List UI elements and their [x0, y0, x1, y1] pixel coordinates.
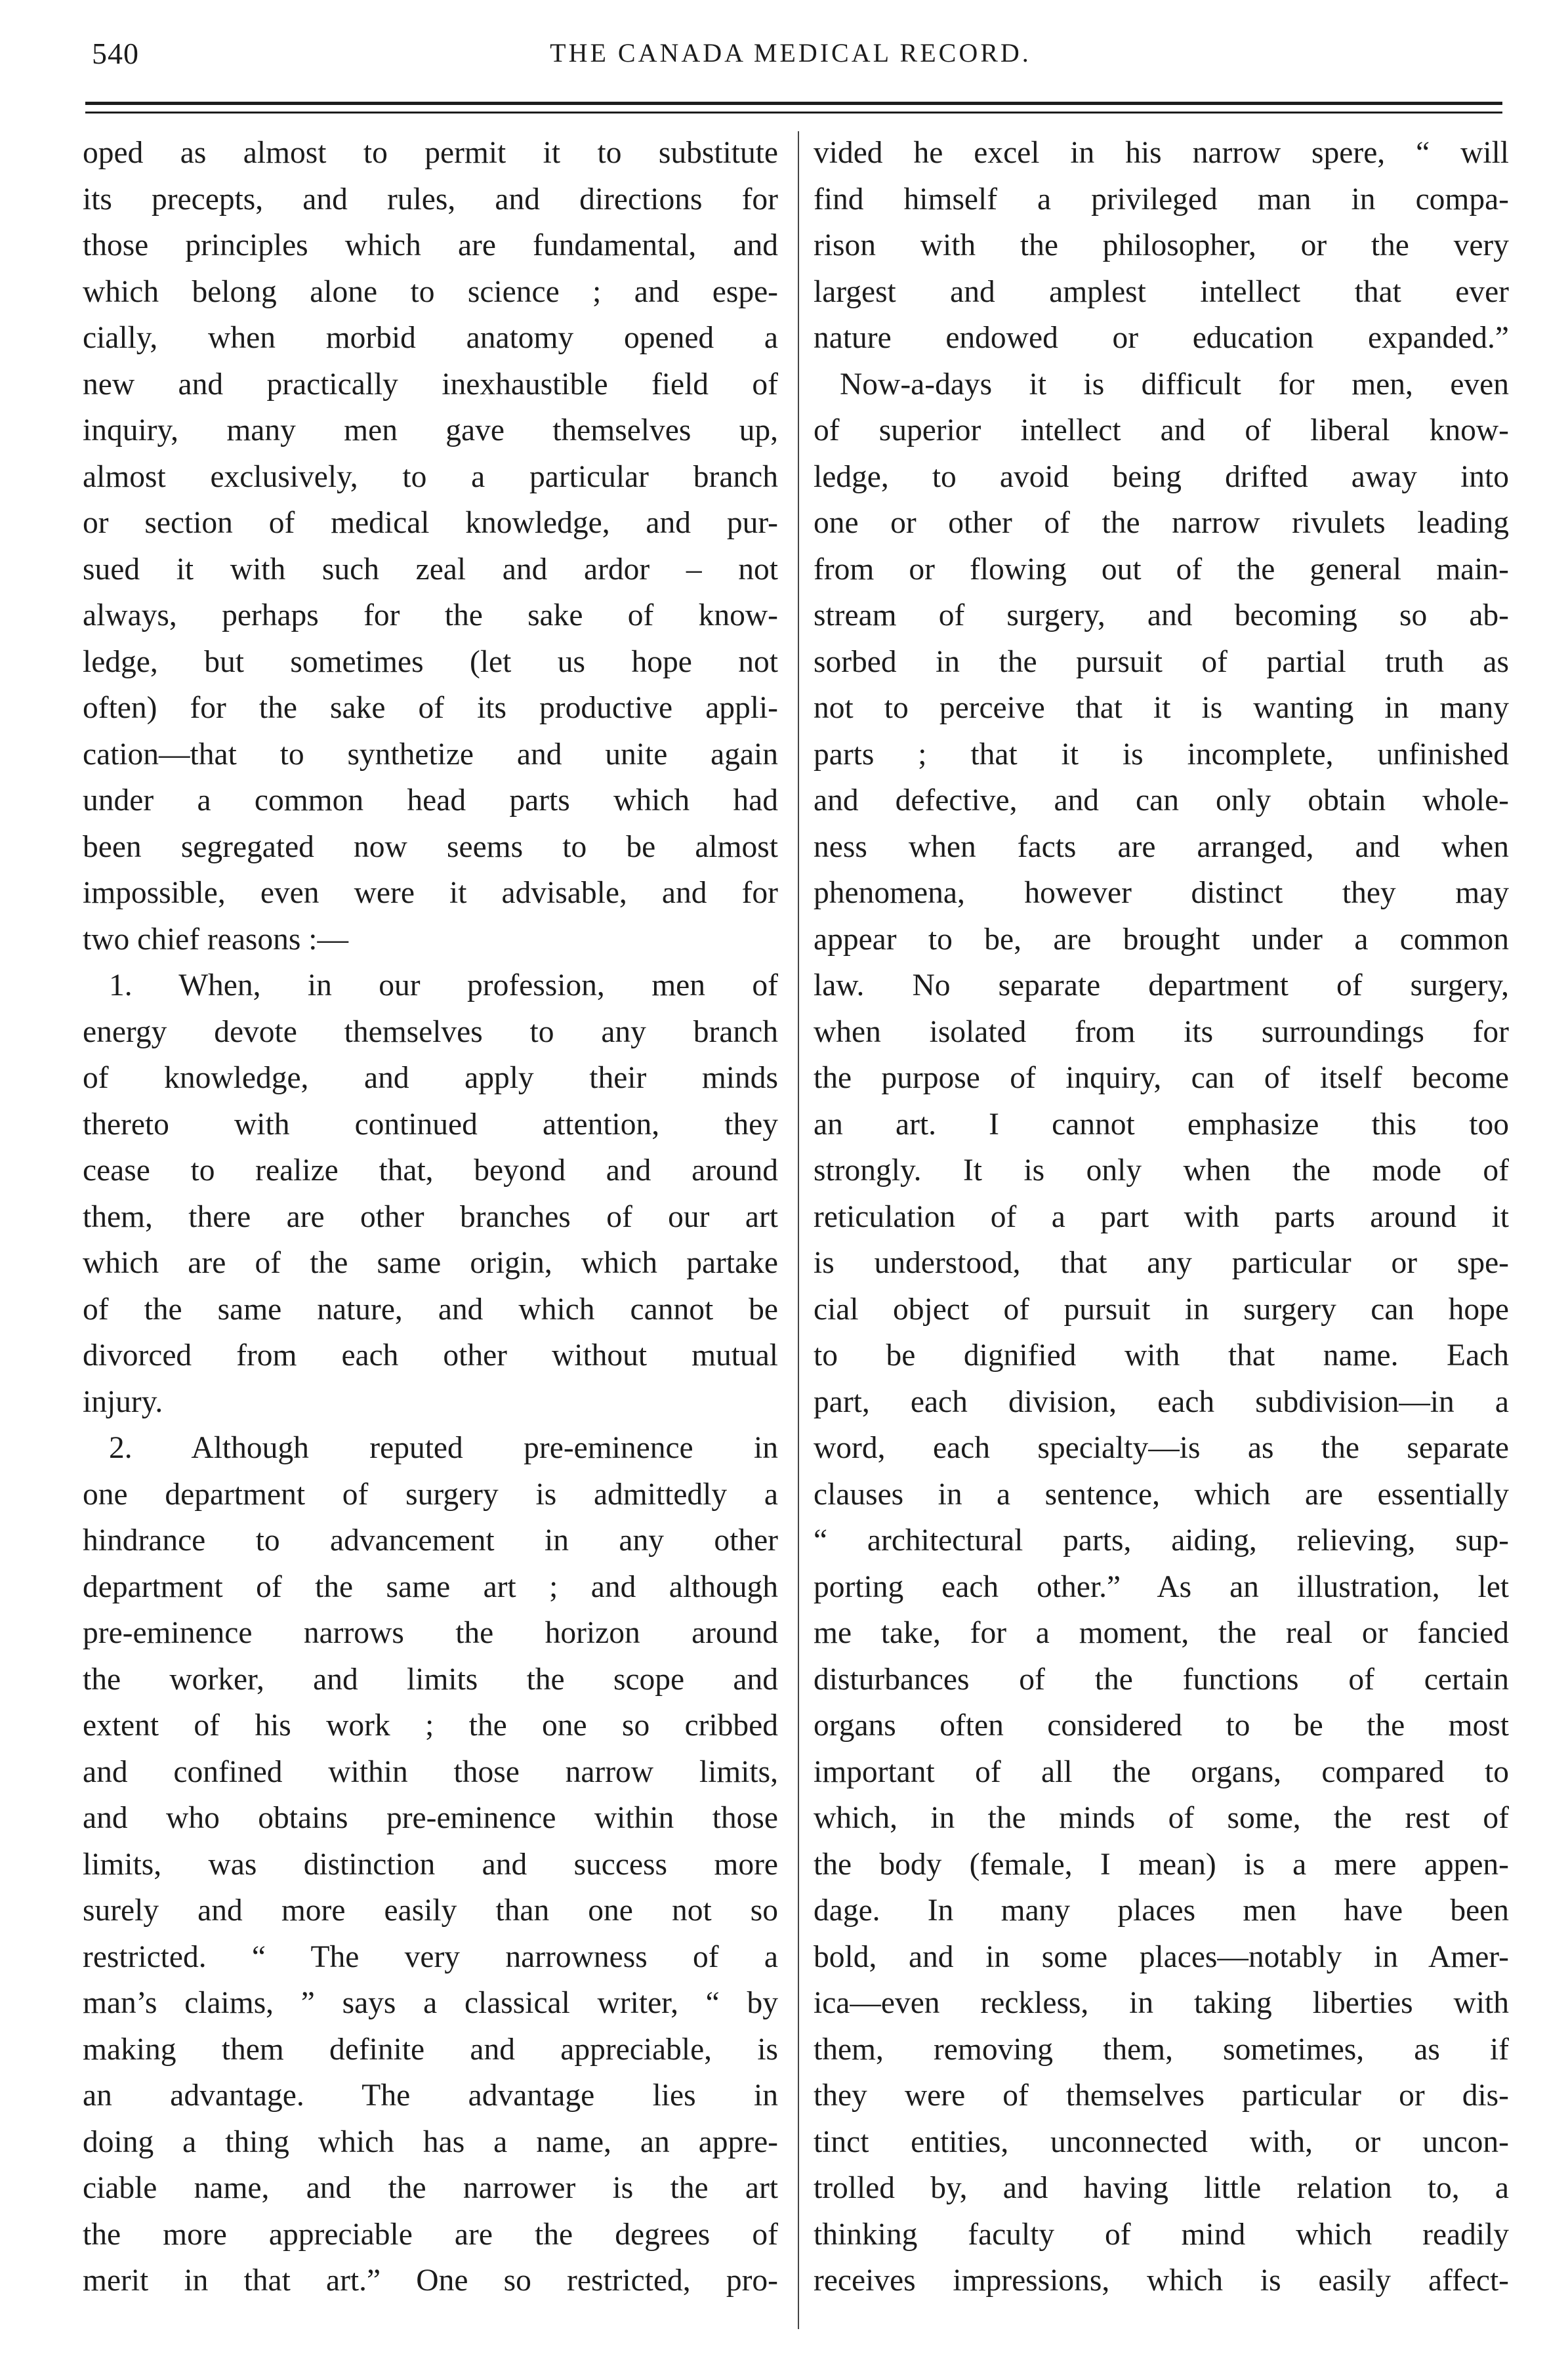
text-line: an art. I cannot emphasize this too [814, 1107, 1509, 1142]
text-line: and who obtains pre-eminence within those [83, 1801, 778, 1835]
text-line: when isolated from its surroundings for [814, 1014, 1509, 1049]
text-line: always, perhaps for the sake of know- [83, 598, 778, 632]
text-line: of superior intellect and of liberal know- [814, 413, 1509, 447]
text-line: man’s claims, ” says a classical writer, “ by [83, 1986, 778, 2020]
text-line: of knowledge, and apply their minds [83, 1061, 778, 1095]
text-line: cial object of pursuit in surgery can hope [814, 1292, 1509, 1327]
right-text-column [814, 130, 1509, 2304]
text-line: extent of his work ; the one so cribbed [83, 1708, 778, 1743]
text-line: sorbed in the pursuit of partial truth as [814, 644, 1509, 679]
text-line: which are of the same origin, which partake [83, 1246, 778, 1280]
text-line: new and practically inexhaustible field of [83, 367, 778, 402]
text-line: and defective, and can only obtain whole- [814, 783, 1509, 817]
text-line: the purpose of inquiry, can of itself become [814, 1061, 1509, 1095]
text-line: “ architectural parts, aiding, relieving, sup- [814, 1523, 1509, 1558]
text-line: those principles which are fundamental, and [83, 228, 778, 262]
text-line: Now-a-days it is difficult for men, even [840, 367, 1509, 402]
text-line: inquiry, many men gave themselves up, [83, 413, 778, 447]
text-line: word, each specialty—is as the separate [814, 1431, 1509, 1465]
text-line: or section of medical knowledge, and pur- [83, 506, 778, 540]
text-line: almost exclusively, to a particular branch [83, 459, 778, 494]
text-line: the more appreciable are the degrees of [83, 2217, 778, 2252]
page-header [85, 36, 1496, 82]
text-line: divorced from each other without mutual [83, 1338, 778, 1373]
text-line: restricted. “ The very narrowness of a [83, 1939, 778, 1974]
text-line: sued it with such zeal and ardor – not [83, 552, 778, 587]
text-line: merit in that art.” One so restricted, pro- [83, 2263, 778, 2298]
text-line: of the same nature, and which cannot be [83, 1292, 778, 1327]
text-line: surely and more easily than one not so [83, 1893, 778, 1928]
text-line: and confined within those narrow limits, [83, 1754, 778, 1789]
text-line: impossible, even were it advisable, and for [83, 876, 778, 910]
page-number: 540 [92, 37, 139, 70]
text-line: hindrance to advancement in any other [83, 1523, 778, 1558]
text-line: making them definite and appreciable, is [83, 2032, 778, 2067]
text-line: appear to be, are brought under a common [814, 922, 1509, 957]
text-line: from or flowing out of the general main- [814, 552, 1509, 587]
text-line: oped as almost to permit it to substitute [83, 136, 778, 170]
column-divider [798, 131, 799, 2329]
left-text-column [83, 130, 778, 2304]
text-line: dage. In many places men have been [814, 1893, 1509, 1928]
text-line: disturbances of the functions of certain [814, 1662, 1509, 1697]
text-line: tinct entities, unconnected with, or uncon- [814, 2124, 1509, 2159]
text-line: to be dignified with that name. Each [814, 1338, 1509, 1373]
text-line: them, removing them, sometimes, as if [814, 2032, 1509, 2067]
text-line: thereto with continued attention, they [83, 1107, 778, 1142]
text-line: vided he excel in his narrow spere, “ will [814, 136, 1509, 170]
header-rule-bottom [85, 112, 1502, 114]
text-line: reticulation of a part with parts around it [814, 1199, 1509, 1234]
text-line: 1. When, in our profession, men of [109, 968, 778, 1002]
text-line: me take, for a moment, the real or fancied [814, 1616, 1509, 1650]
text-line: part, each division, each subdivision—in a [814, 1384, 1509, 1419]
text-line: energy devote themselves to any branch [83, 1014, 778, 1049]
text-line: one department of surgery is admittedly a [83, 1477, 778, 1512]
text-line: limits, was distinction and success more [83, 1847, 778, 1882]
text-line: clauses in a sentence, which are essentially [814, 1477, 1509, 1512]
text-line: trolled by, and having little relation to, a [814, 2171, 1509, 2205]
text-line: not to perceive that it is wanting in many [814, 691, 1509, 725]
text-line: two chief reasons :— [83, 922, 348, 957]
text-line: stream of surgery, and becoming so ab- [814, 598, 1509, 632]
text-line: phenomena, however distinct they may [814, 876, 1509, 910]
text-line: cation—that to synthetize and unite again [83, 737, 778, 772]
text-line: porting each other.” As an illustration, let [814, 1569, 1509, 1604]
text-line: law. No separate department of surgery, [814, 968, 1509, 1002]
text-line: organs often considered to be the most [814, 1708, 1509, 1743]
text-line: which belong alone to science ; and espe- [83, 274, 778, 309]
text-line: often) for the sake of its productive appli- [83, 691, 778, 725]
text-line: an advantage. The advantage lies in [83, 2078, 778, 2113]
text-line: receives impressions, which is easily affect- [814, 2263, 1509, 2298]
text-line: injury. [83, 1384, 163, 1419]
text-line: largest and amplest intellect that ever [814, 274, 1509, 309]
header-rule-top [85, 102, 1502, 105]
text-line: is understood, that any particular or spe- [814, 1246, 1509, 1280]
text-line: cease to realize that, beyond and around [83, 1153, 778, 1188]
text-line: find himself a privileged man in compa- [814, 182, 1509, 217]
text-line: cially, when morbid anatomy opened a [83, 321, 778, 355]
text-line: under a common head parts which had [83, 783, 778, 817]
text-line: ledge, to avoid being drifted away into [814, 459, 1509, 494]
text-line: which, in the minds of some, the rest of [814, 1801, 1509, 1835]
text-line: its precepts, and rules, and directions for [83, 182, 778, 217]
text-line: parts ; that it is incomplete, unfinished [814, 737, 1509, 772]
text-line: 2. Although reputed pre-eminence in [109, 1431, 778, 1465]
text-line: rison with the philosopher, or the very [814, 228, 1509, 262]
text-line: ciable name, and the narrower is the art [83, 2171, 778, 2205]
text-line: doing a thing which has a name, an appre- [83, 2124, 778, 2159]
text-line: they were of themselves particular or dis- [814, 2078, 1509, 2113]
text-line: been segregated now seems to be almost [83, 829, 778, 864]
text-line: pre-eminence narrows the horizon around [83, 1616, 778, 1650]
text-line: ica—even reckless, in taking liberties with [814, 1986, 1509, 2020]
text-line: nature endowed or education expanded.” [814, 321, 1509, 355]
text-line: them, there are other branches of our art [83, 1199, 778, 1234]
text-line: bold, and in some places—notably in Amer- [814, 1939, 1509, 1974]
text-line: the body (female, I mean) is a mere appen- [814, 1847, 1509, 1882]
text-line: ness when facts are arranged, and when [814, 829, 1509, 864]
text-line: one or other of the narrow rivulets leading [814, 506, 1509, 540]
text-line: department of the same art ; and although [83, 1569, 778, 1604]
text-line: the worker, and limits the scope and [83, 1662, 778, 1697]
text-line: important of all the organs, compared to [814, 1754, 1509, 1789]
text-line: ledge, but sometimes (let us hope not [83, 644, 778, 679]
text-line: strongly. It is only when the mode of [814, 1153, 1509, 1188]
text-line: thinking faculty of mind which readily [814, 2217, 1509, 2252]
journal-title: THE CANADA MEDICAL RECORD. [550, 38, 1031, 68]
